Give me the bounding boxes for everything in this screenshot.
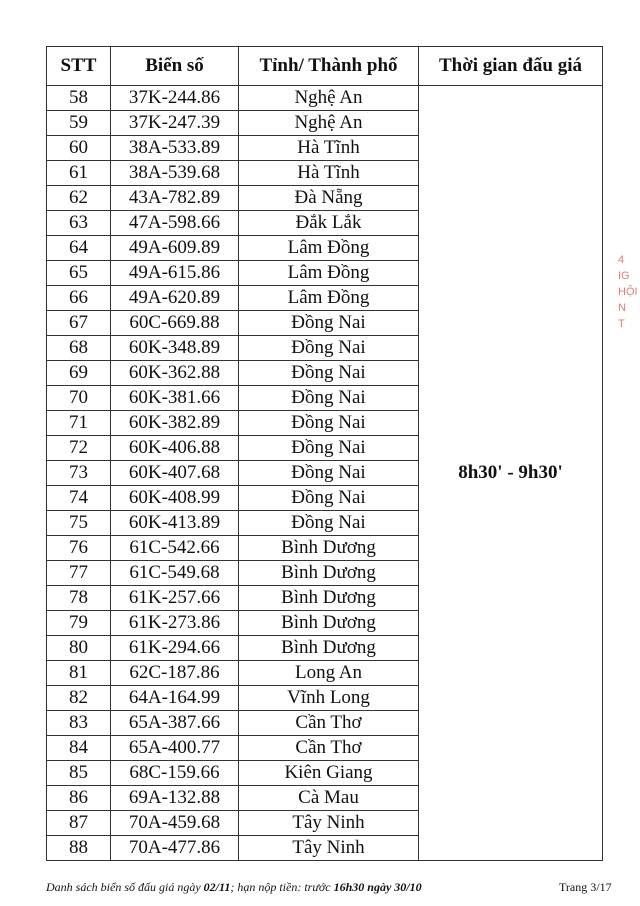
cell-plate: 61K-294.66 [111,636,239,661]
cell-province: Cà Mau [239,786,419,811]
cell-stt: 64 [47,236,111,261]
cell-plate: 65A-400.77 [111,736,239,761]
cell-stt: 79 [47,611,111,636]
cell-stt: 77 [47,561,111,586]
cell-province: Đồng Nai [239,461,419,486]
cell-province: Bình Dương [239,586,419,611]
cell-stt: 76 [47,536,111,561]
cell-stt: 81 [47,661,111,686]
cell-plate: 61C-542.66 [111,536,239,561]
cell-province: Bình Dương [239,611,419,636]
footer-deadline: 16h30 ngày 30/10 [333,880,422,894]
cell-stt: 69 [47,361,111,386]
cell-plate: 69A-132.88 [111,786,239,811]
cell-plate: 60K-381.66 [111,386,239,411]
cell-plate: 60K-408.99 [111,486,239,511]
cell-plate: 43A-782.89 [111,186,239,211]
cell-plate: 37K-247.39 [111,111,239,136]
cell-province: Đắk Lắk [239,211,419,236]
footer-middle: ; hạn nộp tiền: trước [230,880,334,894]
cell-plate: 61C-549.68 [111,561,239,586]
table-header-row [47,47,603,86]
cell-plate: 60K-406.88 [111,436,239,461]
cell-province: Vĩnh Long [239,686,419,711]
cell-stt: 78 [47,586,111,611]
cell-stt: 87 [47,811,111,836]
cell-plate: 68C-159.66 [111,761,239,786]
cell-plate: 61K-273.86 [111,611,239,636]
header-stt: STT [47,47,111,86]
stamp-text: 4 [618,254,625,266]
cell-plate: 49A-615.86 [111,261,239,286]
cell-province: Lâm Đồng [239,236,419,261]
cell-plate: 47A-598.66 [111,211,239,236]
cell-stt: 58 [47,86,111,111]
cell-stt: 75 [47,511,111,536]
footer-note [46,880,422,895]
cell-province: Đồng Nai [239,436,419,461]
cell-plate: 60K-413.89 [111,511,239,536]
cell-stt: 71 [47,411,111,436]
cell-stt: 66 [47,286,111,311]
cell-province: Tây Ninh [239,836,419,861]
cell-plate: 38A-533.89 [111,136,239,161]
cell-province: Hà Tĩnh [239,161,419,186]
cell-province: Đồng Nai [239,411,419,436]
cell-plate: 60K-362.88 [111,361,239,386]
cell-plate: 70A-477.86 [111,836,239,861]
stamp-text: IG [618,270,630,282]
cell-province: Đồng Nai [239,336,419,361]
cell-plate: 38A-539.68 [111,161,239,186]
page-number: Trang 3/17 [559,880,612,894]
cell-stt: 82 [47,686,111,711]
cell-stt: 72 [47,436,111,461]
cell-stt: 80 [47,636,111,661]
cell-province: Đồng Nai [239,311,419,336]
cell-plate: 49A-620.89 [111,286,239,311]
cell-plate: 49A-609.89 [111,236,239,261]
cell-plate: 60K-407.68 [111,461,239,486]
cell-province: Lâm Đồng [239,286,419,311]
cell-province: Bình Dương [239,536,419,561]
cell-plate: 65A-387.66 [111,711,239,736]
cell-plate: 60C-669.88 [111,311,239,336]
cell-stt: 62 [47,186,111,211]
header-province: Tỉnh/ Thành phố [239,47,419,86]
table-body [47,86,603,861]
cell-stt: 65 [47,261,111,286]
footer-date: 02/11 [203,880,231,894]
cell-plate: 61K-257.66 [111,586,239,611]
cell-plate: 62C-187.86 [111,661,239,686]
stamp-text: HỘI [618,286,638,298]
cell-province: Đồng Nai [239,511,419,536]
cell-province: Đồng Nai [239,361,419,386]
cell-stt: 59 [47,111,111,136]
cell-plate: 64A-164.99 [111,686,239,711]
cell-stt: 88 [47,836,111,861]
auction-list-sheet [46,46,602,861]
cell-province: Lâm Đồng [239,261,419,286]
cell-plate: 37K-244.86 [111,86,239,111]
cell-province: Đồng Nai [239,486,419,511]
table-row [47,86,603,111]
cell-province: Long An [239,661,419,686]
cell-stt: 70 [47,386,111,411]
cell-province: Kiên Giang [239,761,419,786]
cell-stt: 68 [47,336,111,361]
cell-auction-time: 8h30' - 9h30' [419,86,603,861]
footer-prefix: Danh sách biển số đấu giá ngày [46,880,204,894]
cell-stt: 83 [47,711,111,736]
cell-province: Bình Dương [239,636,419,661]
cell-plate: 70A-459.68 [111,811,239,836]
header-auction-time: Thời gian đấu giá [419,47,603,86]
cell-stt: 86 [47,786,111,811]
cell-stt: 73 [47,461,111,486]
cell-province: Bình Dương [239,561,419,586]
cell-stt: 63 [47,211,111,236]
cell-stt: 60 [47,136,111,161]
cell-province: Tây Ninh [239,811,419,836]
cell-plate: 60K-382.89 [111,411,239,436]
cell-stt: 85 [47,761,111,786]
plate-table [46,46,603,861]
cell-province: Cần Thơ [239,711,419,736]
cell-stt: 74 [47,486,111,511]
cell-stt: 67 [47,311,111,336]
cell-province: Đồng Nai [239,386,419,411]
red-stamp-fragment [618,252,640,372]
stamp-text: N [618,302,626,314]
cell-stt: 61 [47,161,111,186]
cell-stt: 84 [47,736,111,761]
cell-plate: 60K-348.89 [111,336,239,361]
cell-province: Hà Tĩnh [239,136,419,161]
cell-province: Nghệ An [239,86,419,111]
cell-province: Cần Thơ [239,736,419,761]
stamp-text: T [618,318,625,330]
cell-province: Đà Nẵng [239,186,419,211]
cell-province: Nghệ An [239,111,419,136]
header-plate: Biển số [111,47,239,86]
